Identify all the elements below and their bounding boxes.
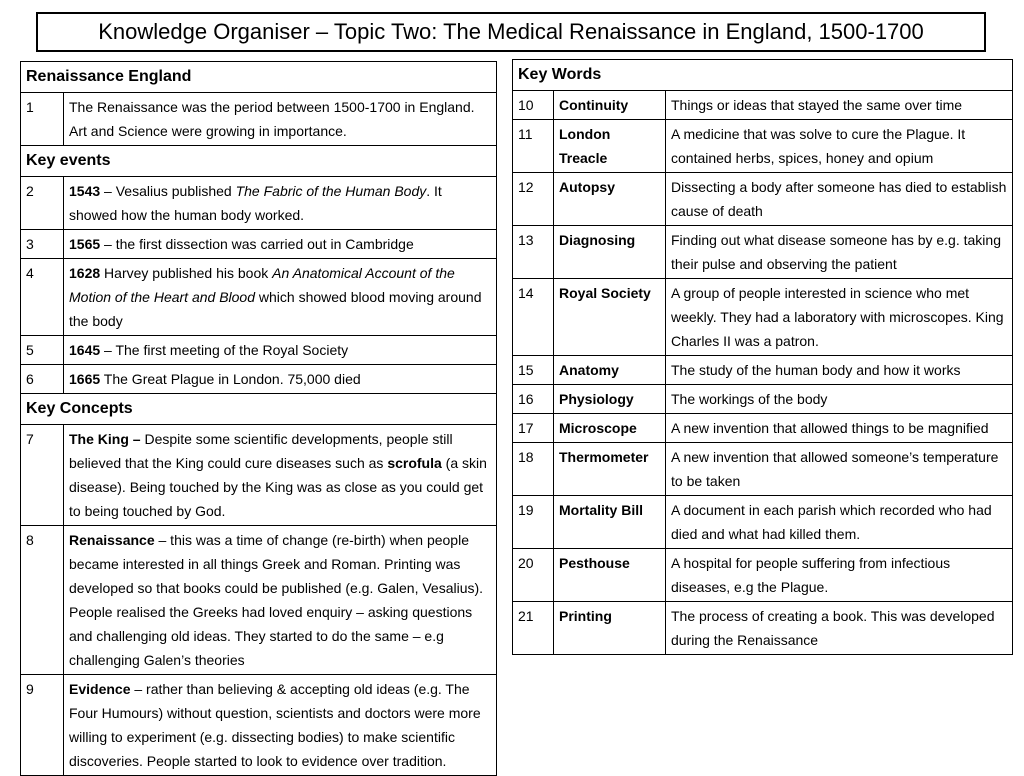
table-row xyxy=(21,675,497,776)
key-word-definition: A medicine that was solve to cure the Plague. It contained herbs, spices, honey and opium xyxy=(666,120,1013,173)
key-word-definition: The process of creating a book. This was developed during the Renaissance xyxy=(666,602,1013,655)
event-year: 1665 xyxy=(69,371,101,387)
left-organiser-table xyxy=(20,61,497,776)
book-title: An Anatomical Account of the Motion of the Heart and Blood xyxy=(69,265,455,305)
row-number: 2 xyxy=(21,177,64,230)
key-word-definition: The workings of the body xyxy=(666,385,1013,414)
event-text: The Great Plague in London. 75,000 died xyxy=(100,371,361,387)
key-word-number: 15 xyxy=(513,356,554,385)
table-row xyxy=(21,425,497,526)
key-word-row xyxy=(513,226,1013,279)
section-heading-key-words: Key Words xyxy=(513,60,1013,91)
event-text: which showed blood moving around the body xyxy=(69,289,482,329)
event-year: 1565 xyxy=(69,236,101,252)
key-word-term: Royal Society xyxy=(554,279,666,356)
row-text xyxy=(64,675,497,776)
key-words-table xyxy=(512,59,1013,655)
key-word-row xyxy=(513,385,1013,414)
event-text: . It showed how the human body worked. xyxy=(69,183,442,223)
table-row xyxy=(21,336,497,365)
concept-text: – this was a time of change (re-birth) when people became interested in all things Greek and Roman. Printing was developed so that books could be published (e.g. Galen, Vesalius). People realised the Greeks had loved enquiry – asking questions and challenging old ideas. They started to do the same – e.g challenging Galen’s theories xyxy=(69,532,484,668)
row-text xyxy=(64,365,497,394)
key-word-term: Diagnosing xyxy=(554,226,666,279)
key-word-number: 13 xyxy=(513,226,554,279)
table-row xyxy=(21,230,497,259)
row-text xyxy=(64,177,497,230)
row-text xyxy=(64,425,497,526)
key-word-definition: A new invention that allowed someone’s temperature to be taken xyxy=(666,443,1013,496)
key-word-number: 19 xyxy=(513,496,554,549)
page-title: Knowledge Organiser – Topic Two: The Medical Renaissance in England, 1500-1700 xyxy=(36,12,986,52)
row-text xyxy=(64,526,497,675)
key-word-row xyxy=(513,173,1013,226)
key-word-term: Autopsy xyxy=(554,173,666,226)
row-number: 5 xyxy=(21,336,64,365)
key-word-term: Microscope xyxy=(554,414,666,443)
row-text: The Renaissance was the period between 1500-1700 in England. Art and Science were growing in importance. xyxy=(64,93,497,146)
key-word-definition: A new invention that allowed things to be magnified xyxy=(666,414,1013,443)
key-word-term: Pesthouse xyxy=(554,549,666,602)
key-word-term: London Treacle xyxy=(554,120,666,173)
concept-title: Evidence xyxy=(69,681,131,697)
concept-text: – rather than believing & accepting old ideas (e.g. The Four Humours) without question, scientists and doctors were more willing to experiment (e.g. dissecting bodies) to make scientific discoveries. People started to look to evidence over tradition. xyxy=(69,681,481,769)
row-number: 6 xyxy=(21,365,64,394)
key-word-row xyxy=(513,549,1013,602)
key-word-number: 21 xyxy=(513,602,554,655)
section-heading-renaissance: Renaissance England xyxy=(21,62,497,93)
key-word-row xyxy=(513,414,1013,443)
key-word-number: 12 xyxy=(513,173,554,226)
key-word-definition: The study of the human body and how it works xyxy=(666,356,1013,385)
key-word-number: 18 xyxy=(513,443,554,496)
book-title: The Fabric of the Human Body xyxy=(235,183,427,199)
key-word-row xyxy=(513,120,1013,173)
key-word-definition: Dissecting a body after someone has died to establish cause of death xyxy=(666,173,1013,226)
key-word-row xyxy=(513,443,1013,496)
section-heading-key-events: Key events xyxy=(21,146,497,177)
table-row xyxy=(21,177,497,230)
row-text xyxy=(64,230,497,259)
concept-title: Renaissance xyxy=(69,532,155,548)
key-word-row xyxy=(513,602,1013,655)
key-word-term: Thermometer xyxy=(554,443,666,496)
key-word-definition: A group of people interested in science who met weekly. They had a laboratory with microscopes. King Charles II was a patron. xyxy=(666,279,1013,356)
table-row xyxy=(21,259,497,336)
key-word-definition: Things or ideas that stayed the same over time xyxy=(666,91,1013,120)
concept-title: The King – xyxy=(69,431,141,447)
row-number: 9 xyxy=(21,675,64,776)
key-word-definition: A document in each parish which recorded who had died and what had killed them. xyxy=(666,496,1013,549)
table-row xyxy=(21,526,497,675)
key-word-term: Physiology xyxy=(554,385,666,414)
section-heading-key-concepts: Key Concepts xyxy=(21,394,497,425)
row-number: 1 xyxy=(21,93,64,146)
event-text: Harvey published his book xyxy=(100,265,273,281)
row-number: 8 xyxy=(21,526,64,675)
key-word-number: 14 xyxy=(513,279,554,356)
key-word-number: 16 xyxy=(513,385,554,414)
concept-text: (a skin disease). Being touched by the King was as close as you could get to being touched by God. xyxy=(69,455,487,519)
key-word-number: 17 xyxy=(513,414,554,443)
row-number: 3 xyxy=(21,230,64,259)
table-row xyxy=(21,365,497,394)
event-year: 1628 xyxy=(69,265,101,281)
key-word-definition: Finding out what disease someone has by e.g. taking their pulse and observing the patient xyxy=(666,226,1013,279)
key-word-number: 20 xyxy=(513,549,554,602)
key-word-number: 11 xyxy=(513,120,554,173)
key-word-row xyxy=(513,279,1013,356)
event-year: 1645 xyxy=(69,342,101,358)
key-word-row xyxy=(513,356,1013,385)
row-text xyxy=(64,259,497,336)
concept-keyword: scrofula xyxy=(387,455,442,471)
key-word-term: Mortality Bill xyxy=(554,496,666,549)
event-text: – Vesalius published xyxy=(100,183,236,199)
key-word-term: Anatomy xyxy=(554,356,666,385)
row-number: 4 xyxy=(21,259,64,336)
event-text: – The first meeting of the Royal Society xyxy=(100,342,349,358)
event-year: 1543 xyxy=(69,183,101,199)
event-text: – the first dissection was carried out in Cambridge xyxy=(100,236,414,252)
key-word-number: 10 xyxy=(513,91,554,120)
key-word-definition: A hospital for people suffering from infectious diseases, e.g the Plague. xyxy=(666,549,1013,602)
key-word-term: Printing xyxy=(554,602,666,655)
key-word-row xyxy=(513,496,1013,549)
row-number: 7 xyxy=(21,425,64,526)
key-word-row xyxy=(513,91,1013,120)
concept-text: Despite some scientific developments, people still believed that the King could cure diseases such as xyxy=(69,431,453,471)
row-text xyxy=(64,336,497,365)
key-word-term: Continuity xyxy=(554,91,666,120)
table-row xyxy=(21,93,497,146)
